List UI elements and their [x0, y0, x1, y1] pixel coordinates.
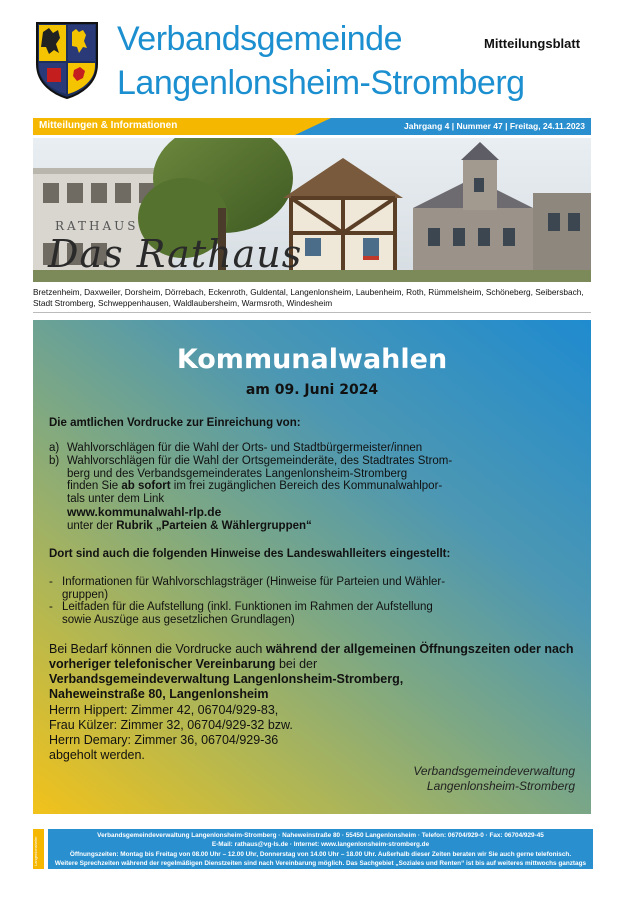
coat-of-arms-logo [34, 20, 100, 100]
footer-address: Verbandsgemeindeverwaltung Langenlonsheim-Stromberg · Naheweinstraße 80 · 55450 Langenlonsheim · Telefon: 06704/929-0 · Fax: 06704/929-45 [97, 832, 544, 839]
section-label: Mitteilungen & Informationen [39, 120, 178, 131]
contact-kuelzer: Frau Külzer: Zimmer 32, 06704/929-32 bzw. [49, 718, 293, 732]
rubric-bold: Rubrik „Parteien & Wählergruppen“ [116, 520, 312, 532]
municipality-list: Bretzenheim, Daxweiler, Dorsheim, Dörrebach, Eckenroth, Guldental, Langenlonsheim, Laubenheim, Roth, Rümmelsheim, Schöneberg, Seibersbach, Stadt Stromberg, Schweppenhausen, Waldlaubersheim, Warmsroth, Windesheim [33, 287, 584, 308]
notice-date: am 09. Juni 2024 [245, 382, 379, 398]
item-b-line2: berg und des Verbandsgemeinderates Langenlonsheim-Stromberg [67, 467, 408, 480]
item-b-marker: b) [49, 455, 60, 467]
hints-heading: Dort sind auch die folgenden Hinweise des Landeswahlleiters eingestellt: [49, 548, 451, 560]
hint2-line2: sowie Auszüge aus gesetzlichen Grundlagen) [62, 613, 295, 626]
hint2-line1: Leitfaden für die Aufstellung (inkl. Funktionen im Rahmen der Aufstellung [62, 601, 433, 613]
notice-intro: Die amtlichen Vordrucke zur Einreichung von: [49, 417, 301, 429]
publication-label: Mitteilungsblatt [484, 36, 581, 51]
notice-title: Kommunalwahlen [176, 344, 448, 375]
need-line1 [49, 642, 574, 656]
hint1-line2: gruppen) [62, 588, 109, 601]
need-pre: Bei Bedarf können die Vordrucke auch [49, 642, 266, 656]
org-name: Verbandsgemeindeverwaltung Langenlonsheim-Stromberg, [49, 672, 404, 686]
signature-line2: Langenlonsheim-Stromberg [426, 779, 575, 793]
issue-info: Jahrgang 4 | Nummer 47 | Freitag, 24.11.2023 [404, 121, 585, 131]
footer-opening-hours: Öffnungszeiten: Montag bis Freitag von 08.00 Uhr – 12.00 Uhr, Donnerstag von 14.00 Uhr – 18.00 Uhr. Außerhalb dieser Zeiten beraten wir Sie auch gerne telefonisch. [69, 850, 572, 858]
signature-line1: Verbandsgemeindeverwaltung [413, 764, 575, 778]
contact-hippert: Herrn Hippert: Zimmer 42, 06704/929-83, [49, 703, 279, 717]
find-line1 [67, 480, 442, 493]
item-a-text: Wahlvorschlägen für die Wahl der Orts- und Stadtbürgermeister/innen [67, 442, 423, 454]
closing-text: abgeholt werden. [49, 748, 145, 762]
find-line2: tals unter dem Link [67, 492, 165, 505]
footer-email-web: E-Mail: rathaus@vg-ls.de · Internet: www.langenlonsheim-stromberg.de [211, 841, 430, 849]
contact-demary: Herrn Demary: Zimmer 36, 06704/929-36 [49, 733, 279, 747]
divider [33, 312, 591, 313]
election-notice-box [33, 320, 591, 814]
item-a-marker: a) [49, 442, 60, 454]
find-pre: finden Sie [67, 480, 122, 492]
banner-caption: Das Rathaus [48, 232, 303, 276]
hint2-dash: - [49, 601, 53, 613]
org-address: Naheweinstraße 80, Langenlonsheim [49, 687, 269, 701]
portal-link[interactable]: www.kommunalwahl-rlp.de [67, 505, 222, 519]
info-bar [33, 118, 591, 135]
need-line2 [49, 657, 317, 671]
item-b-line1: Wahlvorschlägen für die Wahl der Ortsgemeinderäte, des Stadtrates Strom- [67, 455, 453, 467]
find-bold: ab sofort [121, 480, 171, 492]
need-post: bei der [275, 657, 318, 671]
masthead-title-line1: Verbandsgemeinde [117, 20, 403, 58]
hint1-dash: - [49, 576, 53, 588]
footer-contact-block [48, 829, 593, 877]
find-post: im frei zugänglichen Bereich des Kommunalwahlpor- [170, 480, 443, 492]
need-bold2: vorheriger telefonischer Vereinbarung [49, 657, 276, 671]
rubric-line [67, 520, 312, 533]
need-bold1: während der allgemeinen Öffnungszeiten oder nach [265, 642, 574, 656]
footer-side-tab-label: Langenlonsheim [33, 836, 38, 866]
rubric-pre: unter der [67, 520, 117, 532]
hint1-line1: Informationen für Wahlvorschlagsträger (Hinweise für Parteien und Wähler- [62, 576, 446, 588]
masthead-title-line2: Langenlonsheim-Stromberg [117, 64, 525, 102]
rathaus-sign: RATHAUS [55, 219, 139, 233]
footer-additional-hours: Weitere Sprechzeiten während der regelmäßigen Dienstzeiten sind nach Vereinbarung möglich. Das Sachgebiet „Soziales und Renten“ ist bis auf weiteres mittwochs ganztags geschlossen. [54, 859, 587, 877]
